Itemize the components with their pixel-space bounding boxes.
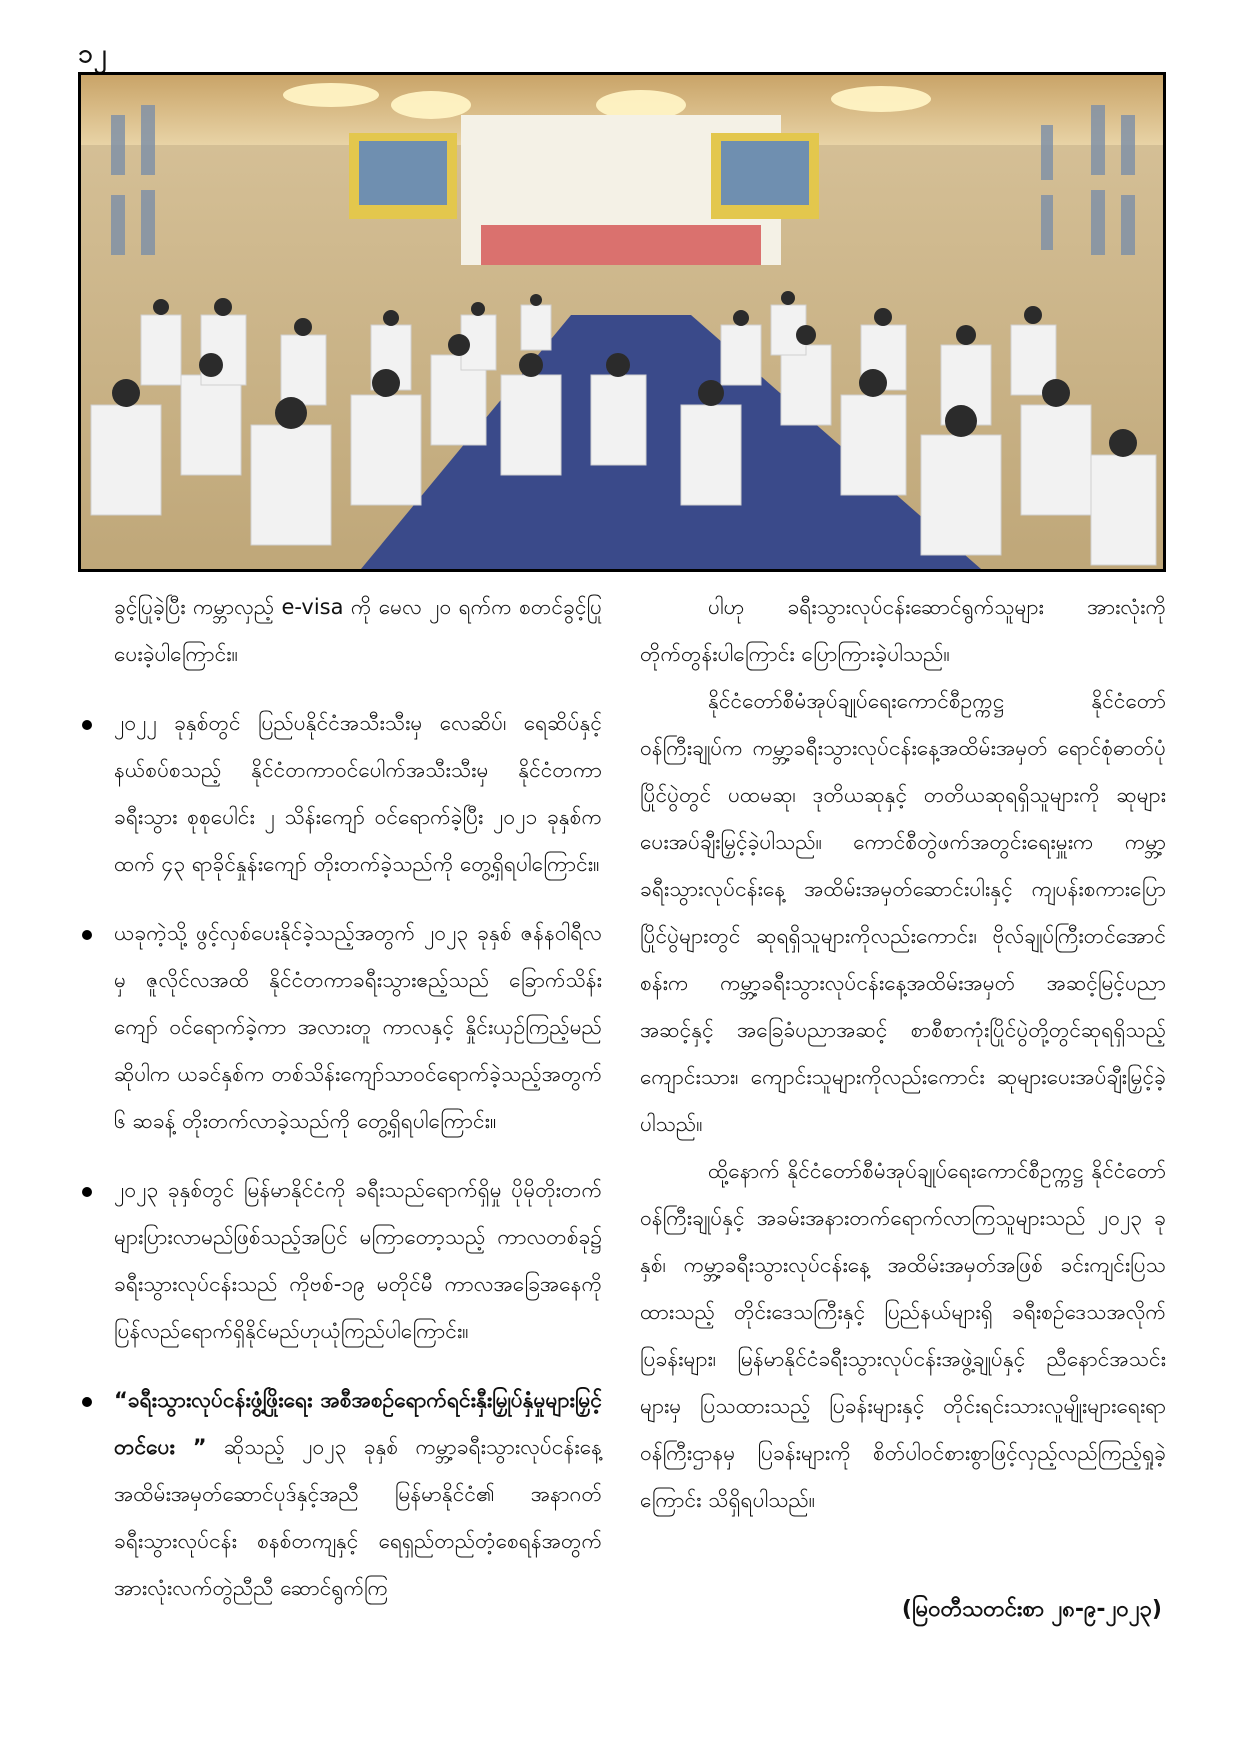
page-number: ၁၂ — [78, 39, 108, 69]
intro-continued-paragraph: ခွင့်ပြုခဲ့ပြီး ကမ္ဘာလှည့် e-visa ကို မေလ ၂၀ ရက်က စတင်ခွင့်ပြုပေးခဲ့ပါကြောင်း။ — [114, 595, 602, 666]
bullet-item: ၂၀၂၃ ခုနှစ်တွင် မြန်မာနိုင်ငံကို ခရီးသည်ရောက်ရှိမှု ပိုမိုတိုးတက်များပြားလာမည်ဖြစ်သည့်အပြင် မကြာတော့သည့် ကာလတစ်ခု၌ ခရီးသွားလုပ်ငန်းသည် ကိုဗစ်-၁၉ မတိုင်မီ ကာလအခြေအနေကို ပြန်လည်ရောက်ရှိနိုင်မည်ဟုယုံကြည်ပါကြောင်း။ — [84, 1167, 602, 1355]
bullet-item: ၂၀၂၂ ခုနှစ်တွင် ပြည်ပနိုင်ငံအသီးသီးမှ လေဆိပ်၊ ရေဆိပ်နှင့် နယ်စပ်စသည့် နိုင်ငံတကာဝင်ပေါက်အသီးသီးမှ နိုင်ငံတကာခရီးသွား စုစုပေါင်း ၂ သိန်းကျော် ဝင်ရောက်ခဲ့ပြီး ၂၀၂၁ ခုနှစ်ကထက် ၄၃ ရာခိုင်နှုန်းကျော် တိုးတက်ခဲ့သည်ကို တွေ့ရှိရပါကြောင်း။ — [84, 700, 602, 888]
right-continued-paragraph: ပါဟု ခရီးသွားလုပ်ငန်းဆောင်ရွက်သူများ အားလုံးကို တိုက်တွန်းပါကြောင်း ပြောကြားခဲ့ပါသည်။ — [640, 595, 1166, 666]
slogan-rest-text: ဆိုသည့် ၂၀၂၃ ခုနှစ် ကမ္ဘာ့ခရီးသွားလုပ်ငန်းနေ့ အထိမ်းအမှတ်ဆောင်ပုဒ်နှင့်အညီ မြန်မာနိုင်ငံ၏ အနာဂတ်ခရီးသွားလုပ်ငန်း စနစ်တကျနှင့် ရေရှည်တည်တံ့စေရန်အတွက် အားလုံးလက်တွဲညီညီ ဆောင်ရွက်ကြ — [114, 1435, 602, 1600]
bullet-item: ယခုကဲ့သို့ ဖွင့်လှစ်ပေးနိုင်ခဲ့သည့်အတွက် ၂၀၂၃ ခုနှစ် ဇန်နဝါရီလမှ ဇူလိုင်လအထိ နိုင်ငံတကာခရီးသွားဧည့်သည် ခြောက်သိန်းကျော် ဝင်ရောက်ခဲ့ကာ အလားတူ ကာလနှင့် နှိုင်းယှဉ်ကြည့်မည်ဆိုပါက ယခင်နှစ်က တစ်သိန်းကျော်သာဝင်ရောက်ခဲ့သည့်အတွက် ၆ ဆခန့် တိုးတက်လာခဲ့သည်ကို တွေ့ရှိရပါကြောင်း။ — [84, 910, 602, 1145]
slogan-text: “ခရီးသွားလုပ်ငန်းဖွံ့ဖြိုးရေး အစီအစဉ်ရောက်ရင်းနှီးမြှုပ်နှံမှုများမြှင့်တင်ပေး ” — [114, 1388, 602, 1459]
left-column — [84, 584, 602, 1612]
source-citation: (မြဝတီသတင်းစာ ၂၈-၉-၂၀၂၃) — [901, 1597, 1162, 1622]
awards-paragraph: နိုင်ငံတော်စီမံအုပ်ချုပ်ရေးကောင်စီဥက္ကဋ္ဌ နိုင်ငံတော်ဝန်ကြီးချုပ်က ကမ္ဘာ့ခရီးသွားလုပ်ငန်းနေ့အထိမ်းအမှတ် ရောင်စုံဓာတ်ပုံပြိုင်ပွဲတွင် ပထမဆု၊ ဒုတိယဆုနှင့် တတိယဆုရရှိသူများကို ဆုများပေးအပ်ချီးမြှင့်ခဲ့ပါသည်။ ကောင်စီတွဲဖက်အတွင်းရေးမှူးက ကမ္ဘာ့ခရီးသွားလုပ်ငန်းနေ့ အထိမ်းအမှတ်ဆောင်းပါးနှင့် ကျပန်းစကားပြောပြိုင်ပွဲများတွင် ဆုရရှိသူများကိုလည်းကောင်း၊ ဗိုလ်ချုပ်ကြီးတင်အောင်စန်းက ကမ္ဘာ့ခရီးသွားလုပ်ငန်းနေ့အထိမ်းအမှတ် အဆင့်မြင့်ပညာအဆင့်နှင့် အခြေခံပညာအဆင့် စာစီစာကုံးပြိုင်ပွဲတို့တွင်ဆုရရှိသည့် ကျောင်းသား၊ ကျောင်းသူများကိုလည်းကောင်း ဆုများပေးအပ်ချီးမြှင့်ခဲ့ပါသည်။ — [640, 689, 1166, 1136]
right-column — [640, 584, 1166, 1524]
event-photo — [78, 72, 1166, 572]
conference-hall-illustration — [81, 75, 1163, 569]
exhibition-paragraph: ထို့နောက် နိုင်ငံတော်စီမံအုပ်ချုပ်ရေးကောင်စီဥက္ကဋ္ဌ နိုင်ငံတော်ဝန်ကြီးချုပ်နှင့် အခမ်းအနားတက်ရောက်လာကြသူများသည် ၂၀၂၃ ခုနှစ်၊ ကမ္ဘာ့ခရီးသွားလုပ်ငန်းနေ့ အထိမ်းအမှတ်အဖြစ် ခင်းကျင်းပြသထားသည့် တိုင်းဒေသကြီးနှင့် ပြည်နယ်များရှိ ခရီးစဉ်ဒေသအလိုက် ပြခန်းများ၊ မြန်မာနိုင်ငံခရီးသွားလုပ်ငန်းအဖွဲ့ချုပ်နှင့် ညီနောင်အသင်းများမှ ပြသထားသည့် ပြခန်းများနှင့် တိုင်းရင်းသားလူမျိုးများရေးရာဝန်ကြီးဌာနမှ ပြခန်းများကို စိတ်ပါဝင်စားစွာဖြင့်လှည့်လည်ကြည့်ရှုခဲ့ကြောင်း သိရှိရပါသည်။ — [640, 1159, 1166, 1512]
bullet-item-slogan — [84, 1377, 602, 1612]
